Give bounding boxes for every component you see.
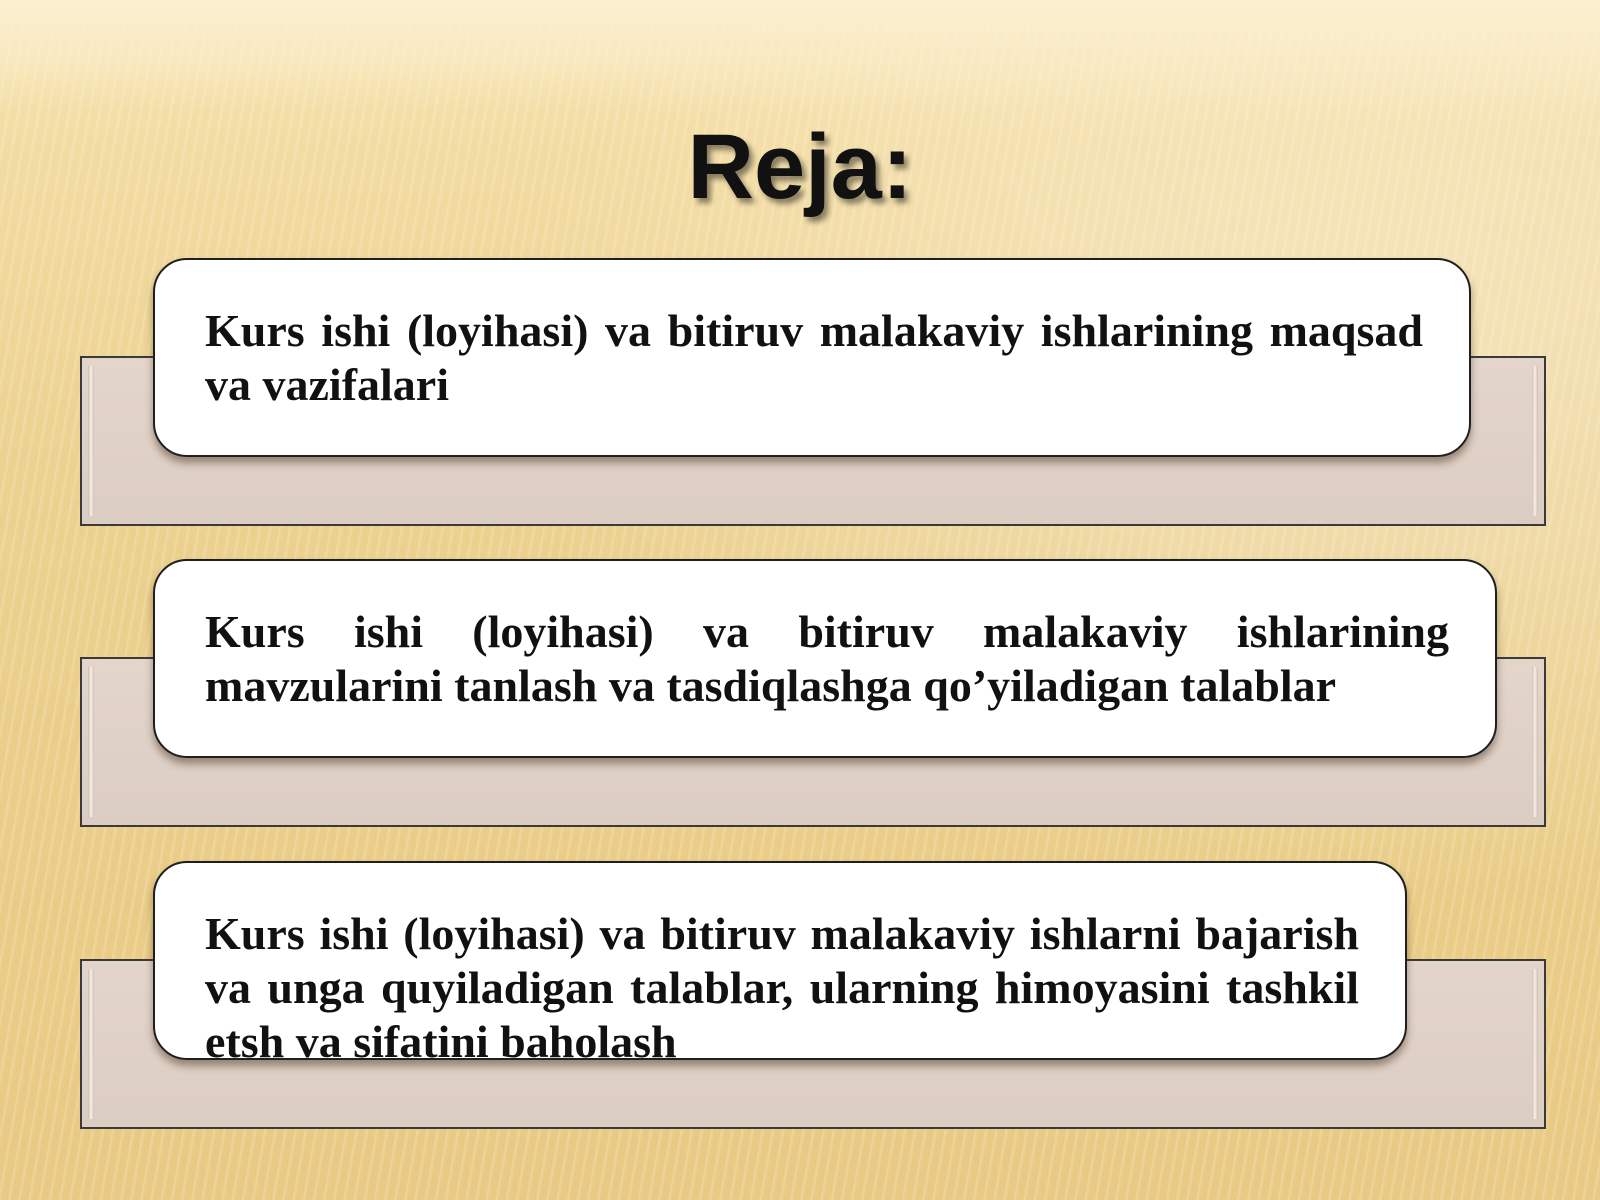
background-highlight	[0, 0, 1600, 110]
list-item-3-text: Kurs ishi (loyihasi) va bitiruv malakaviy ishlarni bajarish va unga quyiladigan talablar, ularning himoyasini tashkil etsh va sifatini baholash	[205, 908, 1359, 1067]
list-item-3-card	[153, 861, 1407, 1067]
slide-title: Reja:	[687, 116, 913, 218]
list-item-2-card	[153, 559, 1497, 758]
list-item-1-card	[153, 258, 1471, 457]
list-item-1-text: Kurs ishi (loyihasi) va bitiruv malakaviy ishlarining maqsad va vazifalari	[205, 305, 1423, 410]
list-item-2-text: Kurs ishi (loyihasi) va bitiruv malakaviy ishlarining mavzularini tanlash va tasdiqlashga qo’yiladigan talablar	[205, 606, 1449, 711]
